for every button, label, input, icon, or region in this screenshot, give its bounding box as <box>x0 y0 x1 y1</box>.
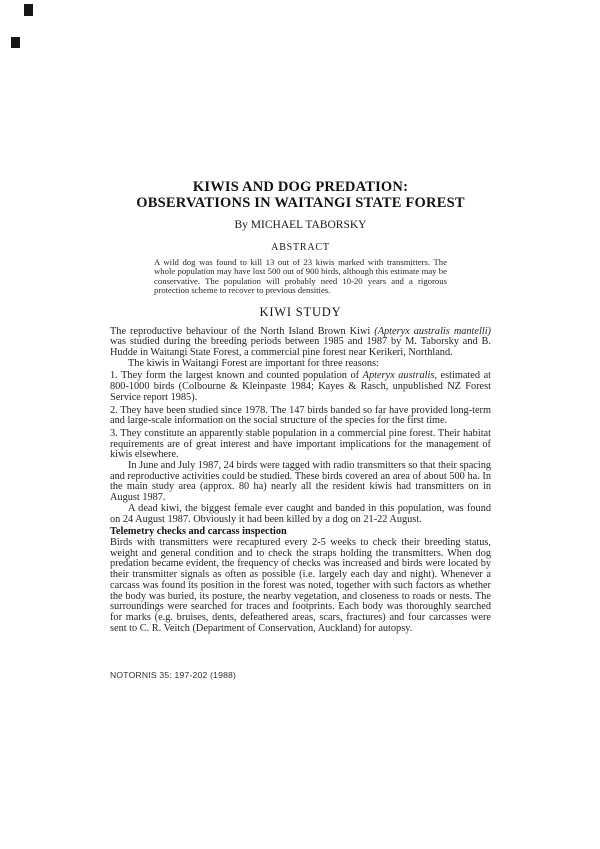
scan-artifact-mark-bottom <box>11 37 20 48</box>
scan-artifact-mark-top <box>24 4 33 16</box>
list-item-2: 2. They have been studied since 1978. The 147 birds banded so far have provided long-term and large-scale information on the social structure of the species for the first time. <box>110 404 491 427</box>
list-item-3: 3. They constitute an apparently stable population in a commercial pine forest. Their habitat requirements are of great interest and have important implications for the management of kiwis elsewhere. <box>110 427 491 461</box>
paragraph-intro <box>110 327 491 359</box>
article-title <box>110 180 491 211</box>
article-content <box>110 180 491 634</box>
author-byline: By MICHAEL TABORSKY <box>234 219 367 231</box>
section-heading-kiwi-study: KIWI STUDY <box>259 304 342 319</box>
article-title-line1: KIWIS AND DOG PREDATION: <box>192 179 409 195</box>
article-title-line2: OBSERVATIONS IN WAITANGI STATE FOREST <box>136 194 465 211</box>
abstract-text: A wild dog was found to kill 13 out of 23 kiwis marked with transmitters. The whole population may have lost 500 out of 900 birds, although this estimate may be conservative. The population will probably need 10-20 years and a rigorous protection scheme to recover to previous densities. <box>154 257 447 296</box>
list-item-1-pre: 1. They form the largest known and counted population of <box>110 370 363 382</box>
subsection-heading-telemetry: Telemetry checks and carcass inspection <box>110 526 287 538</box>
paragraph-three-reasons: The kiwis in Waitangi Forest are important for three reasons: <box>128 357 379 369</box>
paragraph-dead-kiwi: A dead kiwi, the biggest female ever caught and banded in this population, was found on 24 August 1987. Obviously it had been killed by a dog on 21-22 August. <box>110 502 491 525</box>
paragraph-tagging: In June and July 1987, 24 birds were tagged with radio transmitters so that their spacing and reproductive activities could be studied. These birds covered an area of about 500 ha. In the main study area (approx. 80 ha) nearly all the resident kiwis had transmitters on in August 1987. <box>110 460 491 504</box>
list-item-1-post: , estimated at 800-1000 birds (Colbourne & Kleinpaste 1984; Kayes & Rasch, unpublished NZ Forest Service report 1985). <box>110 370 492 403</box>
abstract-heading: ABSTRACT <box>271 242 330 253</box>
species-name-italic: (Apteryx australis mantelli) <box>374 325 491 337</box>
paragraph-intro-post: was studied during the breeding periods between 1985 and 1987 by M. Taborsky and B. Hudde in Waitangi State Forest, a commercial pine forest near Kerikeri, Northland. <box>110 336 491 359</box>
journal-citation-footer: NOTORNIS 35: 197-202 (1988) <box>110 670 237 680</box>
article-body <box>110 327 491 635</box>
paragraph-intro-pre: The reproductive behaviour of the North Island Brown Kiwi <box>110 325 375 337</box>
paragraph-telemetry: Birds with transmitters were recaptured every 2-5 weeks to check their breeding status, weight and general condition and to check the straps holding the transmitters. When dog predation became evident, the frequency of checks was increased and birds were located by their transmitter signals as often as possible (i.e. largely each day and night). Whenever a carcass was found its position in the forest was noted, together with such factors as whether the body was buried, its posture, the nearby vegetation, and closeness to roads or nests. The surroundings were searched for traces and footprints. Each body was thoroughly searched for marks (e.g. bruises, dents, defeathered areas, scars, fractures) and four carcasses were sent to C. R. Veitch (Department of Conservation, Auckland) for autopsy. <box>110 536 491 634</box>
species-name-italic: Apteryx australis <box>362 370 435 382</box>
list-item-1 <box>110 371 491 403</box>
